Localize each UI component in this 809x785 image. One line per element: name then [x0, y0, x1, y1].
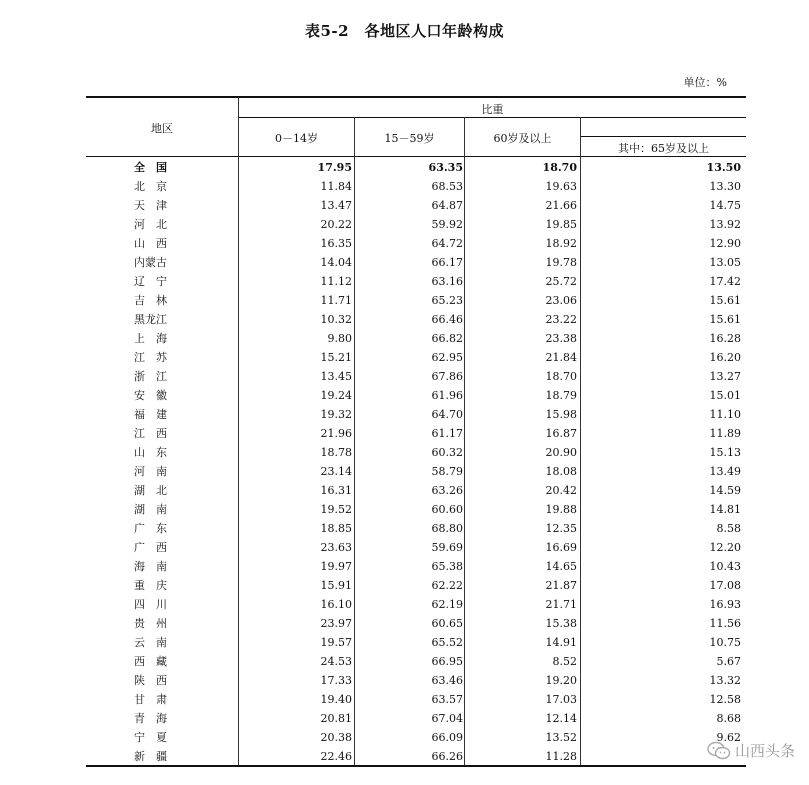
region-cell: 浙 江: [134, 370, 167, 383]
value-0-14: 10.32: [320, 313, 352, 326]
value-65-plus: 13.05: [709, 256, 741, 269]
value-65-plus: 13.49: [709, 465, 741, 478]
value-15-59: 58.79: [431, 465, 463, 478]
table-row: [86, 272, 746, 291]
value-0-14: 15.21: [320, 351, 352, 364]
value-65-plus: 13.32: [709, 674, 741, 687]
value-0-14: 20.22: [320, 218, 352, 231]
value-60-plus: 19.85: [545, 218, 577, 231]
value-15-59: 65.23: [431, 294, 463, 307]
value-0-14: 15.91: [320, 579, 352, 592]
table-row: [86, 215, 746, 234]
value-0-14: 24.53: [320, 655, 352, 668]
table-top-rule: [86, 96, 746, 98]
wechat-icon: [707, 741, 731, 761]
region-cell: 天 津: [134, 199, 167, 212]
region-cell: 福 建: [134, 408, 167, 421]
value-0-14: 13.47: [320, 199, 352, 212]
table-row-total: [86, 158, 746, 177]
value-0-14: 23.97: [320, 617, 352, 630]
table-row: [86, 557, 746, 576]
table-row: [86, 405, 746, 424]
value-15-59: 60.32: [431, 446, 463, 459]
value-60-plus: 18.70: [545, 370, 577, 383]
value-65-plus: 15.61: [709, 294, 741, 307]
region-cell: 湖 南: [134, 503, 167, 516]
table-row: [86, 367, 746, 386]
value-65-plus: 10.75: [709, 636, 741, 649]
table-row: [86, 348, 746, 367]
value-0-14: 19.24: [320, 389, 352, 402]
value-60-plus: 25.72: [545, 275, 577, 288]
value-15-59: 66.95: [431, 655, 463, 668]
region-cell: 安 徽: [134, 389, 167, 402]
value-0-14: 16.31: [320, 484, 352, 497]
region-cell: 山 西: [134, 237, 167, 250]
value-15-59: 63.46: [431, 674, 463, 687]
region-cell: 辽 宁: [134, 275, 167, 288]
value-15-59: 62.95: [431, 351, 463, 364]
value-60-plus: 14.65: [545, 560, 577, 573]
value-60-plus: 18.70: [542, 161, 577, 174]
value-65-plus: 12.58: [709, 693, 741, 706]
table-row: [86, 747, 746, 766]
table-row: [86, 329, 746, 348]
value-15-59: 66.46: [431, 313, 463, 326]
value-60-plus: 11.28: [545, 750, 577, 763]
header-region: 地区: [151, 122, 173, 135]
value-60-plus: 15.98: [545, 408, 577, 421]
region-cell: 上 海: [134, 332, 167, 345]
table-row: [86, 443, 746, 462]
value-0-14: 19.97: [320, 560, 352, 573]
table-row: [86, 196, 746, 215]
value-15-59: 64.70: [431, 408, 463, 421]
value-0-14: 20.38: [320, 731, 352, 744]
value-15-59: 67.86: [431, 370, 463, 383]
value-0-14: 11.12: [320, 275, 352, 288]
value-0-14: 19.32: [320, 408, 352, 421]
value-15-59: 62.19: [431, 598, 463, 611]
region-cell: 海 南: [134, 560, 167, 573]
region-cell: 吉 林: [134, 294, 167, 307]
value-60-plus: 18.08: [545, 465, 577, 478]
value-15-59: 66.82: [431, 332, 463, 345]
value-0-14: 23.14: [320, 465, 352, 478]
value-60-plus: 17.03: [545, 693, 577, 706]
region-cell: 新 疆: [134, 750, 167, 763]
region-cell: 宁 夏: [134, 731, 167, 744]
value-60-plus: 12.14: [545, 712, 577, 725]
region-cell: 广 东: [134, 522, 167, 535]
table-row: [86, 519, 746, 538]
value-15-59: 68.53: [431, 180, 463, 193]
value-0-14: 11.71: [320, 294, 352, 307]
value-0-14: 18.78: [320, 446, 352, 459]
value-0-14: 18.85: [320, 522, 352, 535]
value-15-59: 59.92: [431, 218, 463, 231]
value-15-59: 66.17: [431, 256, 463, 269]
value-15-59: 63.57: [431, 693, 463, 706]
value-15-59: 61.17: [431, 427, 463, 440]
value-0-14: 13.45: [320, 370, 352, 383]
value-15-59: 65.38: [431, 560, 463, 573]
table-row: [86, 386, 746, 405]
value-65-plus: 16.93: [709, 598, 741, 611]
value-65-plus: 13.50: [706, 161, 741, 174]
region-cell: 北 京: [134, 180, 167, 193]
value-65-plus: 16.20: [709, 351, 741, 364]
value-15-59: 65.52: [431, 636, 463, 649]
table-row: [86, 652, 746, 671]
region-cell: 湖 北: [134, 484, 167, 497]
value-60-plus: 12.35: [545, 522, 577, 535]
region-cell: 贵 州: [134, 617, 167, 630]
region-cell: 江 苏: [134, 351, 167, 364]
value-0-14: 16.10: [320, 598, 352, 611]
value-15-59: 67.04: [431, 712, 463, 725]
value-15-59: 59.69: [431, 541, 463, 554]
value-60-plus: 19.20: [545, 674, 577, 687]
value-60-plus: 16.69: [545, 541, 577, 554]
value-60-plus: 19.63: [545, 180, 577, 193]
table-row: [86, 709, 746, 728]
value-15-59: 68.80: [431, 522, 463, 535]
value-60-plus: 21.66: [545, 199, 577, 212]
value-0-14: 11.84: [320, 180, 352, 193]
value-65-plus: 9.62: [716, 731, 741, 744]
value-65-plus: 14.81: [709, 503, 741, 516]
region-cell: 甘 肃: [134, 693, 167, 706]
value-60-plus: 20.90: [545, 446, 577, 459]
value-65-plus: 11.10: [709, 408, 741, 421]
header-age-65-plus: 其中：65岁及以上: [618, 142, 709, 155]
value-0-14: 19.40: [320, 693, 352, 706]
value-65-plus: 15.61: [709, 313, 741, 326]
region-cell: 山 东: [134, 446, 167, 459]
region-cell: 河 南: [134, 465, 167, 478]
value-15-59: 63.16: [431, 275, 463, 288]
region-cell: 内蒙古: [134, 256, 167, 269]
value-65-plus: 15.01: [709, 389, 741, 402]
value-65-plus: 17.08: [709, 579, 741, 592]
value-60-plus: 21.84: [545, 351, 577, 364]
table-row: [86, 538, 746, 557]
value-65-plus: 8.58: [716, 522, 741, 535]
region-cell: 西 藏: [134, 655, 167, 668]
region-cell: 重 庆: [134, 579, 167, 592]
value-60-plus: 14.91: [545, 636, 577, 649]
value-0-14: 20.81: [320, 712, 352, 725]
value-0-14: 9.80: [327, 332, 352, 345]
table-row: [86, 576, 746, 595]
value-15-59: 64.72: [431, 237, 463, 250]
value-15-59: 63.35: [428, 161, 463, 174]
value-65-plus: 15.13: [709, 446, 741, 459]
value-0-14: 19.52: [320, 503, 352, 516]
table-row: [86, 234, 746, 253]
table-body: [86, 158, 746, 766]
value-60-plus: 18.92: [545, 237, 577, 250]
value-60-plus: 23.38: [545, 332, 577, 345]
value-0-14: 17.33: [320, 674, 352, 687]
value-60-plus: 8.52: [552, 655, 577, 668]
region-cell: 全 国: [134, 161, 167, 174]
region-cell: 青 海: [134, 712, 167, 725]
value-65-plus: 11.56: [709, 617, 741, 630]
value-15-59: 62.22: [431, 579, 463, 592]
table-row: [86, 177, 746, 196]
header-subrule: [239, 117, 746, 118]
value-65-plus: 12.20: [709, 541, 741, 554]
region-cell: 江 西: [134, 427, 167, 440]
value-0-14: 17.95: [317, 161, 352, 174]
value-15-59: 61.96: [431, 389, 463, 402]
value-60-plus: 21.71: [545, 598, 577, 611]
table-row: [86, 690, 746, 709]
value-65-plus: 5.67: [716, 655, 741, 668]
table-row: [86, 633, 746, 652]
value-65-plus: 14.75: [709, 199, 741, 212]
value-60-plus: 23.06: [545, 294, 577, 307]
table-row: [86, 728, 746, 747]
region-cell: 陕 西: [134, 674, 167, 687]
table-row: [86, 614, 746, 633]
table-row: [86, 462, 746, 481]
value-60-plus: 16.87: [545, 427, 577, 440]
value-60-plus: 23.22: [545, 313, 577, 326]
value-15-59: 64.87: [431, 199, 463, 212]
table-row: [86, 500, 746, 519]
value-0-14: 22.46: [320, 750, 352, 763]
unit-label: 单位：%: [683, 76, 727, 89]
value-60-plus: 15.38: [545, 617, 577, 630]
value-15-59: 63.26: [431, 484, 463, 497]
watermark: [707, 740, 795, 761]
watermark-text: 山西头条: [734, 742, 795, 760]
value-15-59: 66.26: [431, 750, 463, 763]
header-age-15-59: 15－59岁: [384, 132, 435, 145]
value-65-plus: 13.27: [709, 370, 741, 383]
value-15-59: 60.65: [431, 617, 463, 630]
header-proportion: 比重: [481, 103, 504, 116]
value-65-plus: 10.43: [709, 560, 741, 573]
header-65-rule: [581, 136, 746, 137]
region-cell: 四 川: [134, 598, 167, 611]
region-cell: 黑龙江: [134, 313, 167, 326]
header-age-0-14: 0－14岁: [275, 132, 318, 145]
region-cell: 广 西: [134, 541, 167, 554]
table-title: 表5-2 各地区人口年龄构成: [304, 22, 505, 40]
value-60-plus: 21.87: [545, 579, 577, 592]
value-0-14: 16.35: [320, 237, 352, 250]
value-65-plus: 11.89: [709, 427, 741, 440]
header-age-60-plus: 60岁及以上: [493, 132, 552, 145]
value-65-plus: 16.28: [709, 332, 741, 345]
table-row: [86, 481, 746, 500]
value-15-59: 66.09: [431, 731, 463, 744]
header-bottom-rule: [86, 156, 746, 157]
value-60-plus: 18.79: [545, 389, 577, 402]
value-0-14: 21.96: [320, 427, 352, 440]
value-65-plus: 14.59: [709, 484, 741, 497]
table-row: [86, 424, 746, 443]
value-60-plus: 20.42: [545, 484, 577, 497]
value-65-plus: 13.30: [709, 180, 741, 193]
table-row: [86, 310, 746, 329]
value-0-14: 19.57: [320, 636, 352, 649]
value-65-plus: 12.90: [709, 237, 741, 250]
value-0-14: 14.04: [320, 256, 352, 269]
value-65-plus: 13.92: [709, 218, 741, 231]
value-60-plus: 19.78: [545, 256, 577, 269]
value-60-plus: 19.88: [545, 503, 577, 516]
value-65-plus: 17.42: [709, 275, 741, 288]
value-15-59: 60.60: [431, 503, 463, 516]
table-row: [86, 291, 746, 310]
region-cell: 云 南: [134, 636, 167, 649]
table-row: [86, 595, 746, 614]
region-cell: 河 北: [134, 218, 167, 231]
table-row: [86, 671, 746, 690]
value-65-plus: 8.68: [716, 712, 741, 725]
table-row: [86, 253, 746, 272]
value-60-plus: 13.52: [545, 731, 577, 744]
value-0-14: 23.63: [320, 541, 352, 554]
